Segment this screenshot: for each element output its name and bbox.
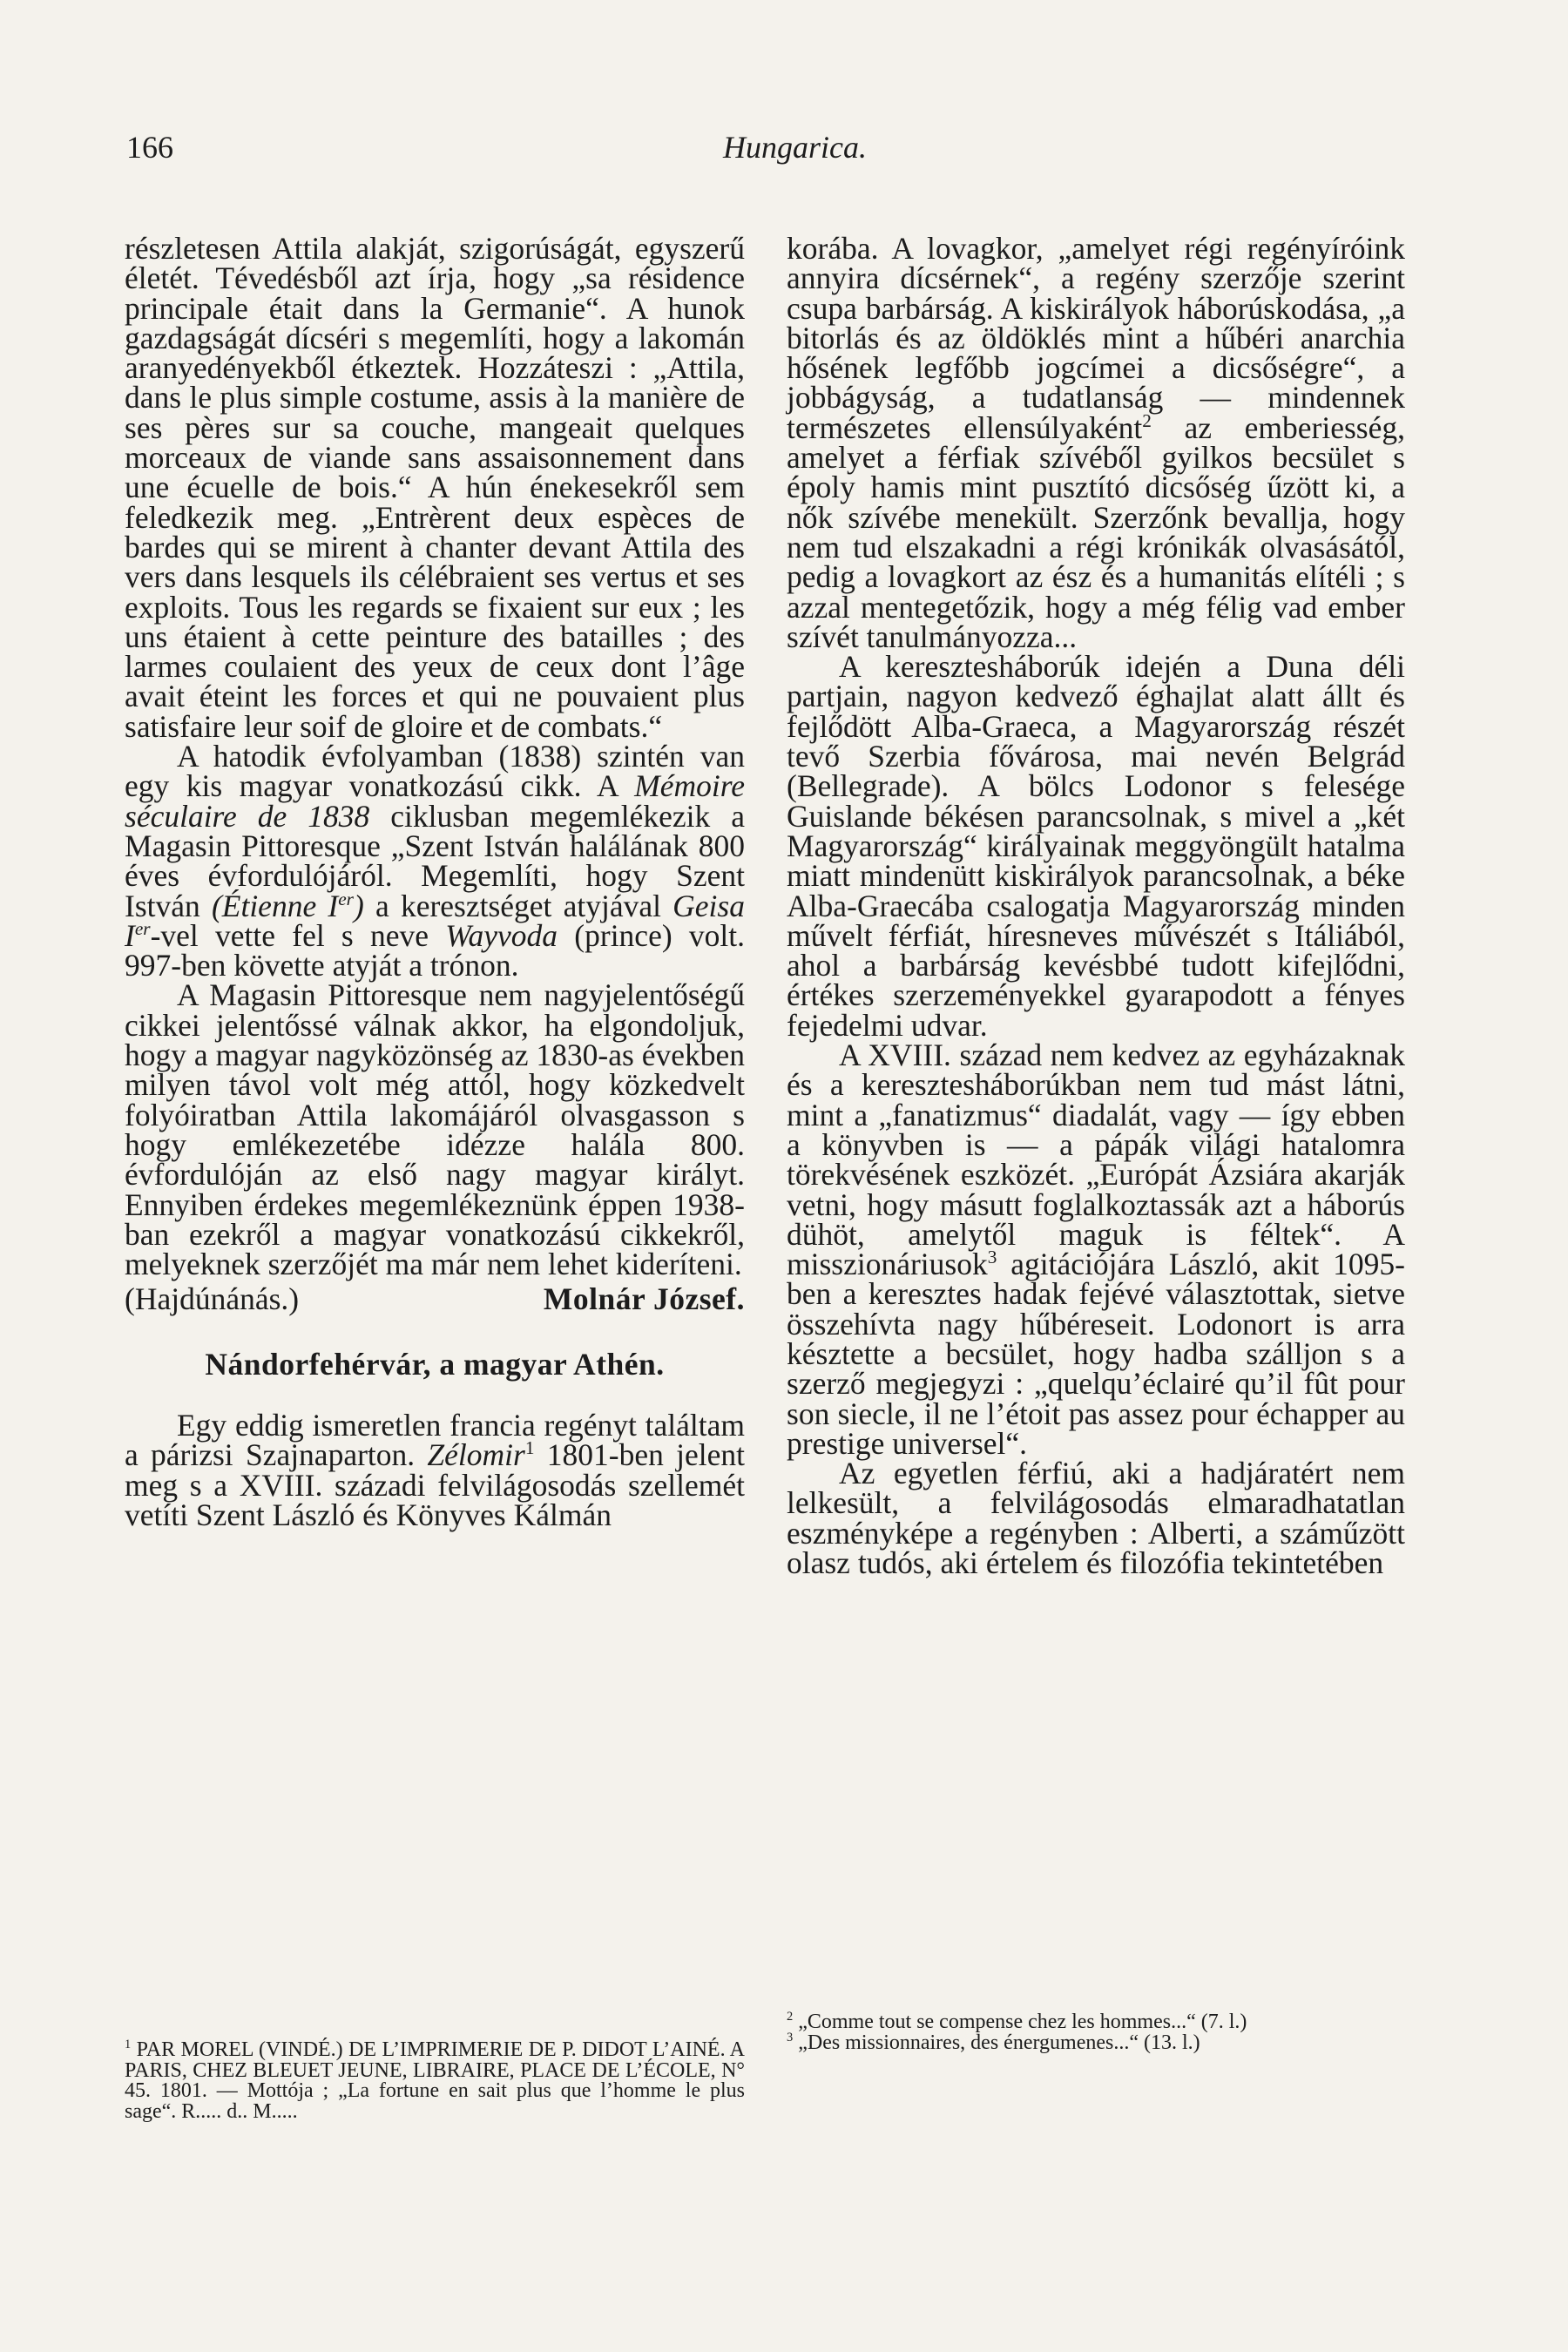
paragraph-magasin-pittoresque: A Magasin Pittoresque nem nagyjelentőségű cikkei jelentőssé válnak akkor, ha elgondoljuk, hogy a magyar nagyközönség az 1830-as években milyen távol volt még attól, hogy közkedvelt folyóiratban Attila lakomájáról olvasgasson s hogy emlékezetébe idézze halála 800. évfordulóján az első nagy magyar királyt. Ennyiben érdekes megemlékeznünk éppen 1938-ban ezekről a magyar vonatkozású cikkekről, melyeknek szerzőjét ma már nem lehet kideríteni. bbox=[125, 977, 745, 1282]
footnotes-right bbox=[787, 2012, 1405, 2053]
author-signature bbox=[125, 1281, 745, 1317]
page-number: 166 bbox=[126, 130, 173, 165]
paragraph-alberti: Az egyetlen férfiú, aki a hadjáratért nem lelkesült, a felvilágosodás elmaradhatatlan eszményképe a regényben : Alberti, a száműzött olasz tudós, aki értelem és filozófia tekintetében bbox=[787, 1456, 1405, 1581]
signature-place: (Hajdúnánás.) bbox=[125, 1281, 300, 1317]
right-column bbox=[787, 231, 1405, 1581]
footnote-1 bbox=[125, 2040, 745, 2122]
article-title: Nándorfehérvár, a magyar Athén. bbox=[205, 1346, 665, 1382]
paragraph-sixth-volume: A hatodik évfolyamban (1838) szintén van egy kis magyar vonatkozású cikk. A Mémoire séculaire de 1838 ciklusban megemlékezik a Magasin Pittoresque „Szent István halálának 800 éves évfordulójáról. Megemlíti, hogy Szent István (Étienne Ier) a keresztséget atyjával Geisa Ier-vel vette fel s neve Wayvoda (prince) volt. 997-ben követte atyját a trónon. bbox=[125, 739, 745, 983]
paragraph-attila-description: részletesen Attila alakját, szigorúságát, egyszerű életét. Tévedésből azt írja, hogy „sa résidence principale était dans la Germanie“. A hunok gazdagságát dícséri s megemlíti, hogy a lakomán aranyedényekből étkeztek. Hozzáteszi : „Attila, dans le plus simple costume, assis à la manière de ses pères sur sa couche, mangeait quelques morceaux de viande sans assaisonnement dans une écuelle de bois.“ A hún énekesekről sem feledkezik meg. „Entrèrent deux espèces de bardes qui se mirent à chanter devant Attila des vers dans lesquels ils célébraient ses vertus et ses exploits. Tous les regards se fixaient sur eux ; les uns étaient à cette peinture des batailles ; des larmes coulaient des yeux de ceux dont l’âge avait éteint les forces et qui ne pouvaient plus satisfaire leur soif de gloire et de combats.“ bbox=[125, 231, 745, 744]
paragraph-crusades: A keresztesháborúk idején a Duna déli partjain, nagyon kedvező éghajlat alatt állt és fejlődött Alba-Graeca, a Magyarország részét tevő Szerbia fővárosa, mai nevén Belgrád (Bellegrade). A bölcs Lodonor s felesége Guislande békésen parancsolnak, s mivel a „két Magyarország“ királyainak meggyöngült hatalma miatt mindenütt kiskirályok parancsolnak, a béke Alba-Graecába csalogatja Magyarország minden művelt férfiát, híresneves művészét s Itáliából, ahol a barbárság kevésbbé tudott kifejlődni, értékes szerzeményekkel gyarapodott a fényes fejedelmi udvar. bbox=[787, 649, 1405, 1043]
signature-name: Molnár József. bbox=[543, 1281, 745, 1317]
footnote-1-text: PAR MOREL (VINDÉ.) DE L’IMPRIMERIE DE P. DIDOT L’AINÉ. A PARIS, CHEZ BLEUET JEUNE, LIBRAIRE, PLACE DE L’ÉCOLE, N° 45. 1801. — Mottója ; „La fortune en sait plus que l’homme le plus sage“. R..... d.. M..... bbox=[125, 2038, 745, 2123]
footnote-3: $^3$ „Des missionnaires, des énergumenes...“ (13. l.) bbox=[787, 2030, 1200, 2054]
running-title: Hungarica. bbox=[723, 130, 867, 165]
paragraph-chivalry: korába. A lovagkor, „amelyet régi regényíróink annyira dícsérnek“, a regény szerzője szerint csupa barbárság. A kiskirályok háborúskodása, „a bitorlás és az öldöklés mint a hűbéri anarchia hősének legfőbb jogcímei a dicsőségre“, a jobbágyság, a tudatlanság — mindennek természetes ellensúlyaként$^2$ az emberiesség, amelyet a férfiak szívéből gyilkos becsület s époly hamis mint pusztító dicsőség űzött ki, a nők szívébe menekült. Szerzőnk bevallja, hogy nem tud elszakadni a régi krónikák olvasásától, pedig a lovagkort az ész és a humanitás elítéli ; s azzal mentegetőzik, hogy a még félig vad ember szívét tanulmányozza... bbox=[787, 231, 1405, 654]
page-header bbox=[0, 129, 1568, 164]
footnote-2: $^2$ „Comme tout se compense chez les hommes...“ (7. l.) bbox=[787, 2010, 1247, 2033]
paragraph-eighteenth-century: A XVIII. század nem kedvez az egyházaknak és a keresztesháborúkban nem tud mást látni, mint a „fanatizmus“ diadalát, vagy — így ebben a könyvben is — a pápák világi hatalomra törekvésének eszközét. „Európát Ázsiára akarják vetni, hogy másutt foglalkoztassák azt a háborús dühöt, amelytől maguk is féltek“. A misszionáriusok$^3$ agitációjára László, akit 1095-ben a keresztes hadak fejévé választottak, sietve összehívta nagy hűbéreseit. Lodonort is arra késztette a becsület, hogy hadba szálljon s a szerző megjegyzi : „quelqu’éclairé qu’il fût pour son siecle, il ne l’étoit pas assez pour échapper au prestige universel“. bbox=[787, 1037, 1405, 1461]
footnote-1-number: 1 bbox=[125, 2038, 132, 2051]
paragraph-zelomir: Egy eddig ismeretlen francia regényt találtam a párizsi Szajnaparton. Zélomir$^1$ 1801-ben jelent meg s a XVIII. századi felvilágosodás szellemét vetíti Szent László és Könyves Kálmán bbox=[125, 1407, 746, 1532]
left-column bbox=[125, 233, 745, 1530]
